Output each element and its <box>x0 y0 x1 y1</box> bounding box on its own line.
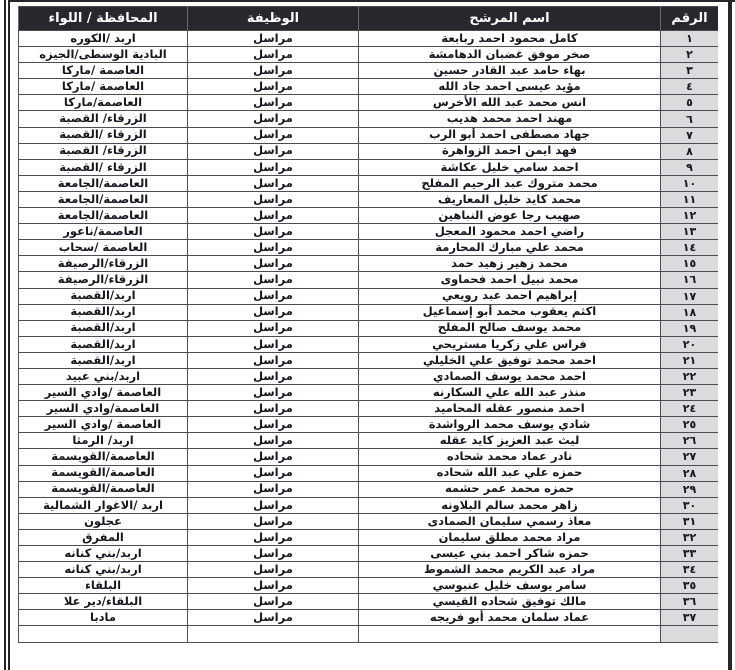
candidate-name-cell: مؤيد عيسى احمد جاد الله <box>359 79 661 95</box>
table-row <box>19 256 719 272</box>
district-cell: اربد /الكوره <box>19 31 188 47</box>
job-cell <box>188 626 359 642</box>
candidate-name-cell: صخر موفق غضبان الدهامشة <box>359 47 661 63</box>
candidate-name-cell: انس محمد عبد الله الأخرس <box>359 95 661 111</box>
candidate-name-cell: محمد زهير زهيد حمد <box>359 256 661 272</box>
table-row <box>19 465 719 481</box>
table-row <box>19 208 719 224</box>
candidate-name-cell: كامل محمود احمد ربابعة <box>359 31 661 47</box>
job-cell: مراسل <box>188 31 359 47</box>
table-row <box>19 304 719 320</box>
candidate-name-cell: ليث عبد العزيز كايد عقله <box>359 433 661 449</box>
number-cell: ٢٢ <box>661 368 719 384</box>
job-cell: مراسل <box>188 224 359 240</box>
number-cell: ١٥ <box>661 256 719 272</box>
table-row <box>19 224 719 240</box>
job-cell: مراسل <box>188 465 359 481</box>
table-row <box>19 159 719 175</box>
job-cell: مراسل <box>188 272 359 288</box>
table-row <box>19 352 719 368</box>
candidate-name-cell: احمد سامي خليل عكاشة <box>359 159 661 175</box>
job-cell: مراسل <box>188 336 359 352</box>
district-cell: العاصمة/ناعور <box>19 224 188 240</box>
number-cell: ٣٥ <box>661 578 719 594</box>
table-row <box>19 578 719 594</box>
job-cell: مراسل <box>188 578 359 594</box>
table-row <box>19 546 719 562</box>
page-left-border-inner <box>8 0 10 670</box>
table-header-row <box>19 7 719 31</box>
district-cell: العاصمة/ماركا <box>19 95 188 111</box>
job-cell: مراسل <box>188 159 359 175</box>
number-cell: ٧ <box>661 127 719 143</box>
candidate-name-cell: سامر يوسف خليل عنبوسي <box>359 578 661 594</box>
table-row <box>19 127 719 143</box>
job-cell: مراسل <box>188 546 359 562</box>
candidate-name-cell: حمزه شاكر احمد بني عيسى <box>359 546 661 562</box>
number-cell: ١١ <box>661 191 719 207</box>
job-cell: مراسل <box>188 385 359 401</box>
district-cell: الزرقاء/الرصيفة <box>19 272 188 288</box>
job-cell: مراسل <box>188 63 359 79</box>
candidate-name-cell: جهاد مصطفى احمد أبو الرب <box>359 127 661 143</box>
candidate-name-cell: مراد عبد الكريم محمد الشموط <box>359 562 661 578</box>
candidate-name-cell: نادر عماد محمد شحاده <box>359 449 661 465</box>
job-cell: مراسل <box>188 513 359 529</box>
number-cell: ١٦ <box>661 272 719 288</box>
job-cell: مراسل <box>188 208 359 224</box>
number-cell: ٨ <box>661 143 719 159</box>
candidates-table <box>18 6 718 643</box>
job-cell: مراسل <box>188 143 359 159</box>
job-cell: مراسل <box>188 175 359 191</box>
table-row <box>19 497 719 513</box>
table-row <box>19 433 719 449</box>
district-cell: الزرقاء/ القصبة <box>19 111 188 127</box>
number-cell: ٢٠ <box>661 336 719 352</box>
district-cell: المفرق <box>19 529 188 545</box>
district-cell: اربد/بني كنانه <box>19 546 188 562</box>
candidate-name-cell: فهد ايمن احمد الزواهرة <box>359 143 661 159</box>
header-district: المحافظة / اللواء <box>19 7 188 31</box>
candidate-name-cell: احمد منصور عقله المحاميد <box>359 401 661 417</box>
table-row-partial <box>19 626 719 642</box>
table-row <box>19 272 719 288</box>
district-cell: العاصمة/القويسمة <box>19 465 188 481</box>
table-row <box>19 449 719 465</box>
number-cell: ٢٩ <box>661 481 719 497</box>
district-cell: الزرقاء/الرصيفة <box>19 256 188 272</box>
candidate-name-cell: محمد علي مبارك المحارمة <box>359 240 661 256</box>
number-cell: ٣٠ <box>661 497 719 513</box>
candidate-name-cell: اكثم يعقوب محمد أبو إسماعيل <box>359 304 661 320</box>
number-cell: ٣ <box>661 63 719 79</box>
district-cell: العاصمة /ماركا <box>19 79 188 95</box>
number-cell: ٥ <box>661 95 719 111</box>
page-top-border <box>8 0 735 2</box>
job-cell: مراسل <box>188 529 359 545</box>
district-cell: الزرقاء /القصبة <box>19 127 188 143</box>
table-row <box>19 31 719 47</box>
district-cell: مادبا <box>19 610 188 626</box>
table-row <box>19 240 719 256</box>
number-cell: ٢٥ <box>661 417 719 433</box>
district-cell: اربد/القصبة <box>19 336 188 352</box>
candidate-name-cell: شادي يوسف محمد الرواشدة <box>359 417 661 433</box>
header-number: الرقم <box>661 7 719 31</box>
job-cell: مراسل <box>188 127 359 143</box>
table-row <box>19 481 719 497</box>
candidate-name-cell <box>359 626 661 642</box>
district-cell: اربد/القصبة <box>19 304 188 320</box>
district-cell: اربد/ الرمثا <box>19 433 188 449</box>
job-cell: مراسل <box>188 240 359 256</box>
district-cell: اربد/القصبة <box>19 320 188 336</box>
number-cell: ٢١ <box>661 352 719 368</box>
job-cell: مراسل <box>188 47 359 63</box>
number-cell: ٣٦ <box>661 594 719 610</box>
table-row <box>19 191 719 207</box>
job-cell: مراسل <box>188 497 359 513</box>
number-cell: ٢ <box>661 47 719 63</box>
number-cell <box>661 626 719 642</box>
table-row <box>19 79 719 95</box>
district-cell: البادية الوسطى/الجيزه <box>19 47 188 63</box>
candidate-name-cell: حمزه محمد عمر حشمه <box>359 481 661 497</box>
table-body <box>19 31 719 643</box>
candidate-name-cell: مهند احمد محمد هديب <box>359 111 661 127</box>
district-cell: البلقاء/دير علا <box>19 594 188 610</box>
candidates-table-container <box>18 6 718 670</box>
candidate-name-cell: معاذ رسمي سليمان الصمادى <box>359 513 661 529</box>
district-cell: اربد/القصبة <box>19 288 188 304</box>
number-cell: ١ <box>661 31 719 47</box>
job-cell: مراسل <box>188 401 359 417</box>
district-cell: اربد/القصبة <box>19 352 188 368</box>
table-row <box>19 401 719 417</box>
page-left-border-outer <box>4 0 6 670</box>
district-cell: اربد/بني كنانه <box>19 562 188 578</box>
table-row <box>19 513 719 529</box>
district-cell: العاصمة/الجامعة <box>19 191 188 207</box>
job-cell: مراسل <box>188 594 359 610</box>
number-cell: ١٤ <box>661 240 719 256</box>
job-cell: مراسل <box>188 95 359 111</box>
job-cell: مراسل <box>188 111 359 127</box>
number-cell: ١٨ <box>661 304 719 320</box>
candidate-name-cell: حمزه علي عبد الله شحاده <box>359 465 661 481</box>
table-row <box>19 610 719 626</box>
candidate-name-cell: مالك توفيق شحاده القيسي <box>359 594 661 610</box>
district-cell: اربد/بني عبيد <box>19 368 188 384</box>
candidate-name-cell: إبراهيم احمد عبد رويعي <box>359 288 661 304</box>
table-row <box>19 320 719 336</box>
table-row <box>19 336 719 352</box>
number-cell: ٢٣ <box>661 385 719 401</box>
job-cell: مراسل <box>188 449 359 465</box>
table-row <box>19 368 719 384</box>
district-cell: العاصمة /وادي السير <box>19 417 188 433</box>
number-cell: ٣١ <box>661 513 719 529</box>
candidate-name-cell: احمد محمد يوسف الصمادي <box>359 368 661 384</box>
number-cell: ١٩ <box>661 320 719 336</box>
candidate-name-cell: محمد يوسف صالح المفلح <box>359 320 661 336</box>
job-cell: مراسل <box>188 191 359 207</box>
district-cell: اربد /الاغوار الشمالية <box>19 497 188 513</box>
candidate-name-cell: فراس علي زكريا مستريحي <box>359 336 661 352</box>
district-cell <box>19 626 188 642</box>
job-cell: مراسل <box>188 288 359 304</box>
job-cell: مراسل <box>188 562 359 578</box>
number-cell: ٢٧ <box>661 449 719 465</box>
number-cell: ٩ <box>661 159 719 175</box>
district-cell: عجلون <box>19 513 188 529</box>
candidate-name-cell: عماد سلمان محمد أبو فريجه <box>359 610 661 626</box>
header-job: الوظيفة <box>188 7 359 31</box>
number-cell: ٢٤ <box>661 401 719 417</box>
table-row <box>19 175 719 191</box>
district-cell: العاصمة /وادي السير <box>19 385 188 401</box>
district-cell: البلقاء <box>19 578 188 594</box>
number-cell: ١٢ <box>661 208 719 224</box>
number-cell: ٣٤ <box>661 562 719 578</box>
number-cell: ٤ <box>661 79 719 95</box>
candidate-name-cell: احمد محمد توفيق علي الخليلي <box>359 352 661 368</box>
job-cell: مراسل <box>188 256 359 272</box>
page-right-border <box>728 0 732 670</box>
table-row <box>19 63 719 79</box>
table-row <box>19 95 719 111</box>
candidate-name-cell: محمد كايد خليل المعاريف <box>359 191 661 207</box>
candidate-name-cell: راضي احمد محمود المعجل <box>359 224 661 240</box>
district-cell: العاصمة/الجامعة <box>19 175 188 191</box>
district-cell: العاصمة/الجامعة <box>19 208 188 224</box>
number-cell: ١٧ <box>661 288 719 304</box>
job-cell: مراسل <box>188 433 359 449</box>
district-cell: العاصمة /سحاب <box>19 240 188 256</box>
candidate-name-cell: محمد متروك عبد الرحيم المفلح <box>359 175 661 191</box>
district-cell: العاصمة/القويسمة <box>19 481 188 497</box>
number-cell: ٦ <box>661 111 719 127</box>
job-cell: مراسل <box>188 610 359 626</box>
district-cell: الزرقاء /القصبة <box>19 159 188 175</box>
candidate-name-cell: بهاء حامد عبد القادر حسين <box>359 63 661 79</box>
job-cell: مراسل <box>188 320 359 336</box>
job-cell: مراسل <box>188 352 359 368</box>
number-cell: ٣٣ <box>661 546 719 562</box>
table-row <box>19 143 719 159</box>
job-cell: مراسل <box>188 417 359 433</box>
job-cell: مراسل <box>188 304 359 320</box>
candidate-name-cell: صهيب رجا عوض النباهين <box>359 208 661 224</box>
header-candidate-name: اسم المرشح <box>359 7 661 31</box>
number-cell: ١٣ <box>661 224 719 240</box>
number-cell: ٣٢ <box>661 529 719 545</box>
job-cell: مراسل <box>188 368 359 384</box>
candidate-name-cell: منذر عبد الله علي السكارنه <box>359 385 661 401</box>
table-row <box>19 417 719 433</box>
table-row <box>19 47 719 63</box>
table-row <box>19 288 719 304</box>
job-cell: مراسل <box>188 481 359 497</box>
table-row <box>19 562 719 578</box>
candidate-name-cell: محمد نبيل احمد فحماوى <box>359 272 661 288</box>
number-cell: ٢٦ <box>661 433 719 449</box>
district-cell: الزرقاء/ القصبة <box>19 143 188 159</box>
job-cell: مراسل <box>188 79 359 95</box>
number-cell: ٣٧ <box>661 610 719 626</box>
district-cell: العاصمة/وادي السير <box>19 401 188 417</box>
number-cell: ١٠ <box>661 175 719 191</box>
candidate-name-cell: زاهر محمد سالم البلاونه <box>359 497 661 513</box>
district-cell: العاصمة /ماركا <box>19 63 188 79</box>
table-row <box>19 111 719 127</box>
number-cell: ٢٨ <box>661 465 719 481</box>
district-cell: العاصمة/القويسمة <box>19 449 188 465</box>
table-row <box>19 594 719 610</box>
table-row <box>19 385 719 401</box>
table-row <box>19 529 719 545</box>
candidate-name-cell: مراد محمد مطلق سليمان <box>359 529 661 545</box>
